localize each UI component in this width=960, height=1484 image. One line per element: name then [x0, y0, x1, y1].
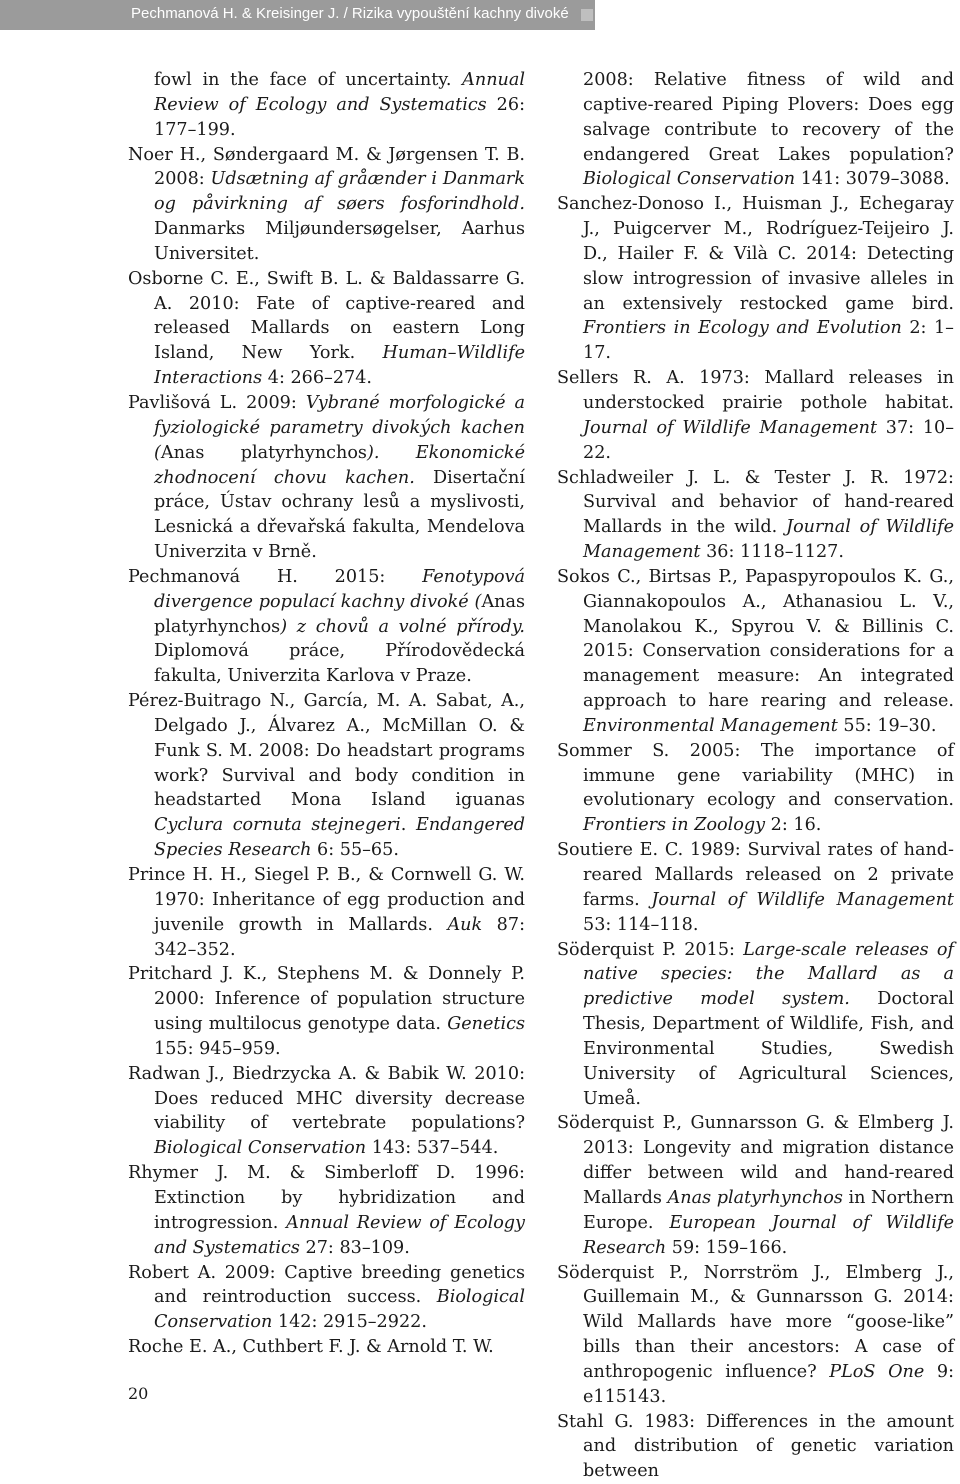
reference-text: Pritchard J. K., Stephens M. & Donnely P. 2000: Inference of population structure using multilocus genotype data. [128, 964, 525, 1035]
reference-text: 6: 55–65. [311, 840, 399, 861]
reference-text: Söderquist P., Norrström J., Elmberg J., Guillemain M., & Gunnarsson G. 2014: Wild Mallards have more “goose-like” bills than their ancestors: A case of anthropogenic influence? [557, 1262, 954, 1382]
reference-italic-text: Vybrané morfologické a fyziologické parametry divokých kachen ( [154, 392, 525, 463]
reference-text: 26: 177–199. [154, 94, 525, 140]
reference-text: Söderquist P., Gunnarsson G. & Elmberg J. 2013: Longevity and migration distance differ between wild and hand-reared Mallards [557, 1113, 954, 1208]
reference-entry [128, 68, 525, 143]
reference-entry [128, 267, 525, 391]
reference-italic-text: Anas platyrhynchos [667, 1187, 843, 1208]
reference-entry [557, 565, 954, 739]
reference-italic-text: Biological Conservation [583, 169, 796, 190]
page-number: 20 [128, 1384, 149, 1403]
reference-italic-text: ) z chovů a volné přírody. [280, 616, 525, 637]
reference-italic-text: Annual Review of Ecology and Systematics [154, 70, 525, 115]
reference-entry [557, 739, 954, 838]
reference-text: Anas platyrhynchos [154, 591, 525, 637]
reference-italic-text: Environmental Management [583, 715, 838, 736]
reference-entry [128, 143, 525, 267]
reference-italic-text: Udsætning af gråænder i Danmark og påvirkning af søers fosforindhold. [154, 169, 526, 215]
reference-text: Sanchez-Donoso I., Huisman J., Echegaray J., Puigcerver M., Rodríguez-Teijeiro J. D., Hailer F. & Vilà C. 2014: Detecting slow introgression of invasive alleles in an extensively restocked game bird. [557, 194, 954, 314]
reference-text: Roche E. A., Cuthbert F. J. & Arnold T. W. [128, 1337, 494, 1358]
reference-entry [128, 962, 525, 1061]
reference-text: Söderquist P. 2015: [557, 939, 744, 960]
reference-text: . [400, 815, 416, 836]
reference-entry [128, 565, 525, 689]
reference-text: Osborne C. E., Swift B. L. & Baldassarre G. A. 2010: Fate of captive-reared and released Mallards on eastern Long Island, New York. [128, 268, 525, 364]
reference-text: 2008: Relative fitness of wild and captive-reared Piping Plovers: Does egg salvage contribute to recovery of the endangered Great Lakes population? [583, 70, 954, 165]
reference-entry [128, 391, 525, 565]
reference-entry [557, 938, 954, 1112]
reference-text: 141: 3079–3088. [795, 169, 950, 190]
running-header [0, 0, 960, 30]
reference-entry [128, 1335, 525, 1360]
reference-italic-text: Annual Review of Ecology and Systematics [154, 1212, 525, 1258]
reference-text: Robert A. 2009: Captive breeding genetics and reintroduction success. [128, 1262, 525, 1308]
reference-italic-text: Auk [447, 914, 483, 935]
reference-entry [128, 1261, 525, 1336]
reference-text: Diplomová práce, Přírodovědecká fakulta, Univerzita Karlova v Praze. [154, 641, 525, 687]
reference-entry [557, 466, 954, 565]
reference-text: Sellers R. A. 1973: Mallard releases in understocked prairie pothole habitat. [557, 368, 954, 413]
reference-text: fowl in the face of uncertainty. [154, 70, 463, 90]
reference-text: Sommer S. 2005: The importance of immune gene variability (MHC) in evolutionary ecology and conservation. [557, 740, 954, 811]
reference-text: 27: 83–109. [299, 1237, 410, 1258]
reference-italic-text: Journal of Wildlife Management [651, 889, 954, 910]
reference-text: in Northern Europe. [583, 1187, 955, 1233]
reference-entry [128, 863, 525, 962]
reference-text: Pechmanová H. 2015: [128, 566, 423, 587]
reference-entry [128, 689, 525, 863]
reference-italic-text: Frontiers in Zoology [583, 815, 766, 836]
reference-entry [557, 1261, 954, 1410]
header-square-mark [581, 9, 593, 21]
reference-text: Disertační práce, Ústav ochrany lesů a myslivosti, Lesnická a dřevařská fakulta, Mendelova Univerzita v Brně. [154, 467, 525, 563]
reference-entry [557, 192, 954, 366]
reference-text: Radwan J., Biedrzycka A. & Babik W. 2010: Does reduced MHC diversity decrease viability of vertebrate populations? [128, 1063, 525, 1134]
reference-text: 2: 16. [765, 815, 822, 836]
reference-text: Prince H. H., Siegel P. B., & Cornwell G. W. 1970: Inheritance of egg production and juvenile growth in Mallards. [128, 865, 525, 935]
reference-italic-text: Journal of Wildlife Management [583, 517, 955, 563]
reference-text: Schladweiler J. L. & Tester J. R. 1972: Survival and behavior of hand-reared Mallards in the wild. [557, 467, 954, 538]
right-reference-column [557, 68, 954, 1484]
reference-text: 55: 19–30. [837, 715, 937, 736]
reference-text: 59: 159–166. [666, 1237, 788, 1258]
reference-italic-text: Endangered Species Research [154, 815, 526, 861]
reference-text: Pavlišová L. 2009: [128, 392, 306, 413]
running-title: Pechmanová H. & Kreisinger J. / Rizika vypouštění kachny divoké [131, 5, 569, 22]
reference-italic-text: ). Ekonomické zhodnocení chovu kachen. [154, 442, 526, 488]
reference-text: 36: 1118–1127. [700, 542, 844, 563]
reference-text: 142: 2915–2922. [272, 1312, 427, 1333]
reference-text: Doctoral Thesis, Department of Wildlife, Fish, and Environmental Studies, Swedish University of Agricultural Sciences, Umeå. [583, 989, 954, 1109]
reference-italic-text: Biological Conservation [154, 1287, 525, 1333]
reference-text: 155: 945–959. [154, 1038, 281, 1059]
reference-entry [557, 68, 954, 192]
reference-entry [557, 1410, 954, 1484]
reference-text: Sokos C., Birtsas P., Papaspyropoulos K. G., Giannakopoulos A., Athanasiou L. V., Manolakou K., Spyrou V. & Billinis C. 2015: Conservation considerations for a management measure: An integrated approach to hare rearing and release. [557, 566, 954, 712]
reference-entry [557, 1111, 954, 1260]
reference-text: 4: 266–274. [262, 368, 373, 389]
reference-italic-text: European Journal of Wildlife Research [583, 1212, 954, 1258]
reference-text: Soutiere E. C. 1989: Survival rates of hand-reared Mallards released on 2 private farms. [557, 840, 954, 910]
reference-text: 2: 1–17. [583, 318, 954, 364]
reference-italic-text: PLoS One [829, 1361, 925, 1382]
reference-italic-text: Genetics [447, 1014, 525, 1035]
reference-text: Noer H., Søndergaard M. & Jørgensen T. B. 2008: [128, 144, 525, 190]
reference-text: 87: 342–352. [154, 914, 525, 960]
reference-entry [557, 366, 954, 465]
reference-italic-text: Frontiers in Ecology and Evolution [583, 318, 902, 339]
reference-text: Pérez-Buitrago N., García, M. A. Sabat, A., Delgado J., Álvarez A., McMillan O. & Funk S. M. 2008: Do headstart programs work? Survival and body condition in headstarted Mona Island iguanas [128, 691, 525, 811]
reference-italic-text: Cyclura cornuta stejnegeri [154, 815, 401, 836]
reference-italic-text: Large-scale releases of native species: the Mallard as a predictive model system. [583, 939, 954, 1010]
reference-text: 9: e115143. [583, 1361, 954, 1407]
reference-italic-text: Biological Conservation [154, 1138, 367, 1159]
reference-text: 53: 114–118. [583, 914, 699, 935]
left-reference-column [128, 68, 525, 1360]
reference-italic-text: Human–Wildlife Interactions [154, 343, 525, 389]
reference-italic-text: Fenotypová divergence populací kachny divoké ( [154, 566, 525, 612]
reference-entry [128, 1062, 525, 1161]
reference-italic-text: Journal of Wildlife Management [583, 417, 878, 438]
reference-entry [557, 838, 954, 937]
reference-entry [128, 1161, 525, 1260]
reference-text: Danmarks Miljøundersøgelser, Aarhus Universitet. [154, 219, 525, 264]
reference-text: 143: 537–544. [366, 1138, 499, 1159]
reference-text: 37: 10–22. [583, 417, 954, 463]
reference-text: Rhymer J. M. & Simberloff D. 1996: Extinction by hybridization and introgression. [128, 1163, 525, 1233]
reference-text: Anas platyrhynchos [160, 442, 367, 463]
reference-text: Stahl G. 1983: Differences in the amount and distribution of genetic variation between [557, 1411, 954, 1482]
